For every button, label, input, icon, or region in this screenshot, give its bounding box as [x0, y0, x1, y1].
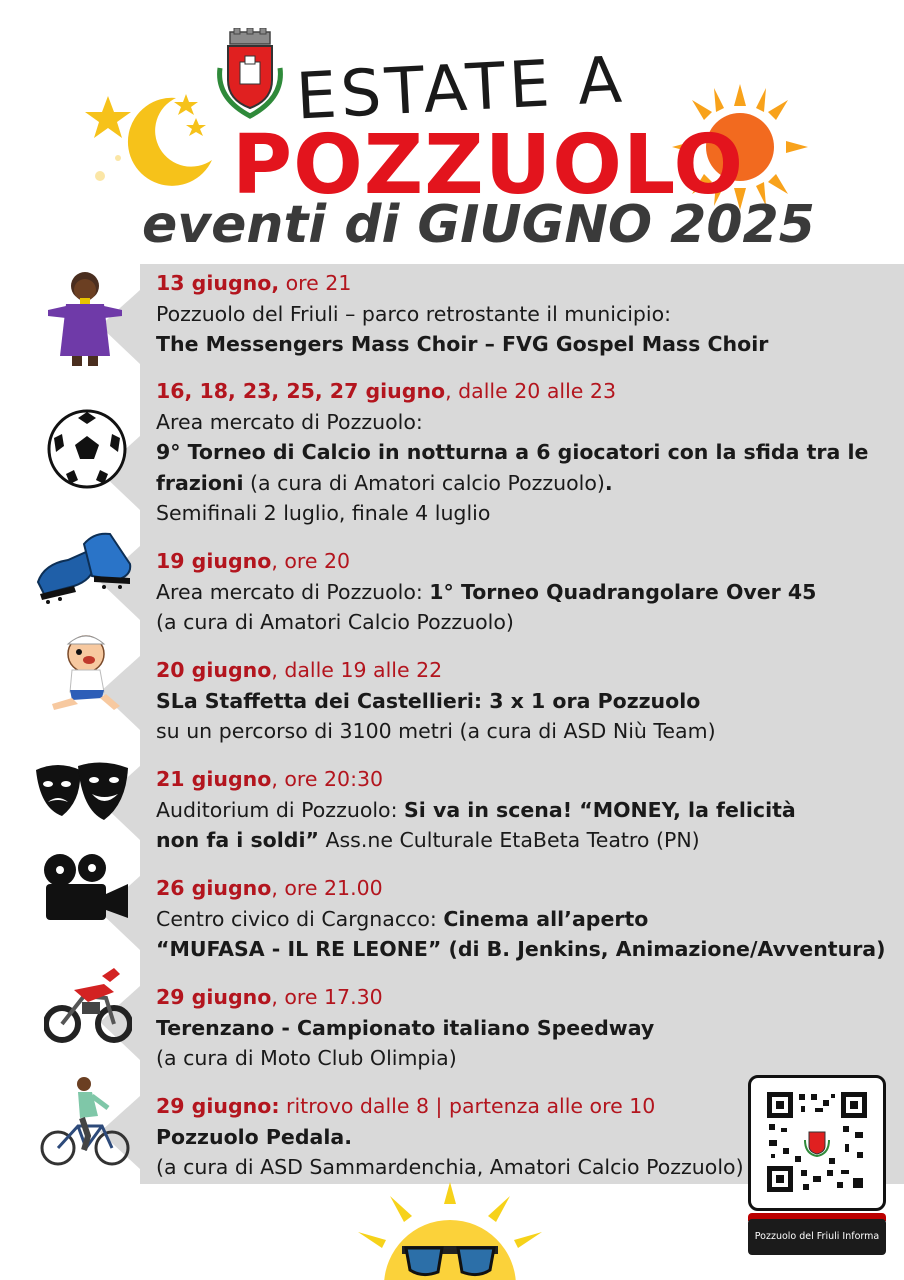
choir-singer-icon [44, 268, 126, 372]
event-title: Terenzano - Campionato italiano Speedway [156, 1015, 655, 1040]
event-item [156, 655, 886, 747]
event-organizer: (a cura di Amatori calcio Pozzuolo) [243, 470, 605, 495]
event-organizer: Ass.ne Culturale EtaBeta Teatro (PN) [318, 828, 700, 852]
event-date: 16, 18, 23, 25, 27 giugno [156, 379, 446, 403]
qr-code-card[interactable] [748, 1075, 886, 1255]
event-location: Area mercato di Pozzuolo: [156, 409, 423, 434]
event-location: Pozzuolo del Friuli – parco retrostante il municipio: [156, 301, 672, 326]
soccer-ball-icon [46, 408, 128, 490]
event-organizer: (a cura di ASD Sammardenchia, Amatori Calcio Pozzuolo) [156, 1155, 744, 1179]
title-pozzuolo: POZZUOLO [232, 118, 745, 213]
qr-label: Pozzuolo del Friuli Informa [748, 1219, 886, 1255]
event-time: , ore 20:30 [271, 767, 384, 791]
motocross-bike-icon [44, 962, 132, 1046]
event-item [156, 982, 886, 1074]
event-time: , dalle 19 alle 22 [271, 658, 443, 682]
event-title-cont: non fa i soldi” [156, 828, 319, 852]
event-time: ore 21 [279, 271, 352, 295]
event-organizer: (a cura di Moto Club Olimpia) [156, 1046, 457, 1070]
event-time: ritrovo dalle 8 | partenza alle ore 10 [279, 1094, 656, 1118]
event-location: Area mercato di Pozzuolo: [156, 579, 430, 604]
running-kid-icon [44, 630, 126, 714]
event-item [156, 873, 886, 965]
event-date: 26 giugno [156, 876, 272, 900]
football-boots-icon [34, 528, 134, 604]
event-title: The Messengers Mass Choir – FVG Gospel Mass Choir [156, 332, 769, 356]
event-title: Pozzuolo Pedala. [156, 1124, 352, 1149]
qr-code-icon [767, 1092, 867, 1192]
event-title: 9° Torneo di Calcio in notturna a 6 giocatori con la sfida tra le [156, 440, 869, 464]
event-date: 29 giugno [156, 985, 272, 1009]
event-item [156, 268, 886, 360]
event-period: . [604, 470, 613, 495]
event-date: 29 giugno: [156, 1094, 280, 1118]
event-time: , ore 17.30 [271, 985, 383, 1009]
event-title-cont: “MUFASA - IL RE LEONE” (di B. Jenkins, Animazione/Avventura) [156, 937, 886, 961]
event-title-cont: frazioni [156, 470, 244, 495]
stars-moon-icon [78, 88, 228, 198]
event-title: 1° Torneo Quadrangolare Over 45 [429, 579, 817, 604]
event-location: Auditorium di Pozzuolo: [156, 797, 405, 822]
movie-camera-icon [38, 852, 130, 924]
cyclist-icon [40, 1074, 130, 1168]
event-item [156, 376, 886, 529]
qr-code-frame [748, 1075, 886, 1211]
event-item [156, 764, 886, 856]
sun-sunglasses-icon [330, 1182, 570, 1280]
event-title: Cinema all’aperto [443, 906, 649, 931]
event-date: 21 giugno [156, 767, 272, 791]
subtitle-month: eventi di GIUGNO 2025 [142, 195, 815, 255]
event-date: 19 giugno [156, 549, 272, 573]
event-time: , dalle 20 alle 23 [445, 379, 617, 403]
event-time: , ore 20 [271, 549, 351, 573]
theater-masks-icon [32, 760, 132, 826]
event-time: , ore 21.00 [271, 876, 383, 900]
event-date: 20 giugno [156, 658, 272, 682]
event-note: Semifinali 2 luglio, finale 4 luglio [156, 501, 491, 525]
event-location: Centro civico di Cargnacco: [156, 906, 444, 931]
event-title: SLa Staffetta dei Castellieri: 3 x 1 ora Pozzuolo [156, 688, 701, 713]
title-estate: ESTATE A [294, 43, 628, 135]
event-organizer: su un percorso di 3100 metri (a cura di ASD Niù Team) [156, 719, 716, 743]
event-organizer: (a cura di Amatori Calcio Pozzuolo) [156, 610, 514, 634]
event-item [156, 546, 886, 638]
event-title: Si va in scena! “MONEY, la felicità [404, 797, 796, 822]
event-date: 13 giugno, [156, 271, 280, 295]
